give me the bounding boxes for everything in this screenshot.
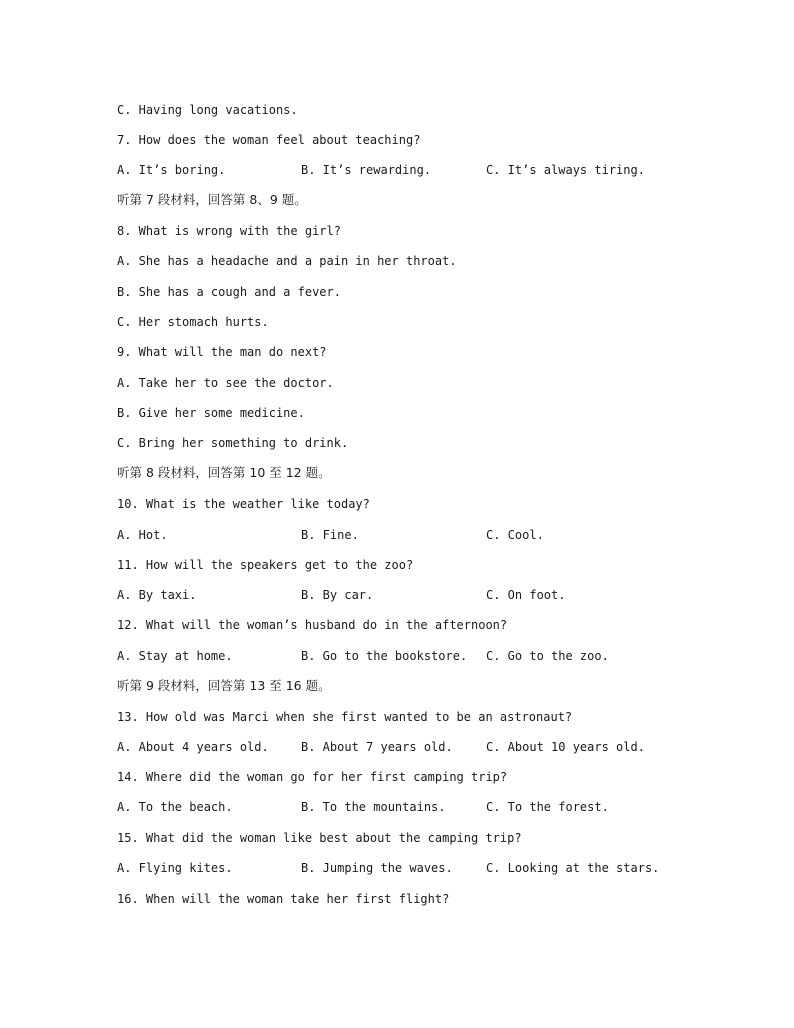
question-10: 10. What is the weather like today? [117, 497, 370, 511]
q7-option-b: B. It’s rewarding. [301, 163, 432, 177]
q15-option-c: C. Looking at the stars. [486, 861, 660, 875]
q13-option-a: A. About 4 years old. [117, 740, 269, 754]
q15-option-b: B. Jumping the waves. [301, 861, 453, 875]
q11-option-b: B. By car. [301, 588, 374, 602]
question-13: 13. How old was Marci when she first wanted to be an astronaut? [117, 710, 573, 724]
question-16: 16. When will the woman take her first flight? [117, 892, 450, 906]
q10-option-c: C. Cool. [486, 528, 544, 542]
q15-option-a: A. Flying kites. [117, 861, 233, 875]
q14-option-c: C. To the forest. [486, 800, 609, 814]
q7-option-c: C. It’s always tiring. [486, 163, 645, 177]
q6-option-c: C. Having long vacations. [117, 103, 298, 117]
q12-option-b: B. Go to the bookstore. [301, 649, 468, 663]
q9-option-a: A. Take her to see the doctor. [117, 376, 334, 390]
q9-option-b: B. Give her some medicine. [117, 406, 305, 420]
q8-option-c: C. Her stomach hurts. [117, 315, 269, 329]
q11-option-a: A. By taxi. [117, 588, 197, 602]
question-11: 11. How will the speakers get to the zoo? [117, 558, 414, 572]
section-7-heading: 听第 7 段材料，回答第 8、9 题。 [117, 192, 307, 207]
q12-option-c: C. Go to the zoo. [486, 649, 609, 663]
question-7: 7. How does the woman feel about teaching? [117, 133, 421, 147]
section-9-heading: 听第 9 段材料，回答第 13 至 16 题。 [117, 678, 331, 693]
q13-option-c: C. About 10 years old. [486, 740, 645, 754]
question-8: 8. What is wrong with the girl? [117, 224, 341, 238]
q13-option-b: B. About 7 years old. [301, 740, 453, 754]
q12-option-a: A. Stay at home. [117, 649, 233, 663]
q7-option-a: A. It’s boring. [117, 163, 226, 177]
question-12: 12. What will the woman’s husband do in the afternoon? [117, 618, 508, 632]
section-8-heading: 听第 8 段材料，回答第 10 至 12 题。 [117, 465, 331, 480]
question-15: 15. What did the woman like best about the camping trip? [117, 831, 522, 845]
q14-option-b: B. To the mountains. [301, 800, 446, 814]
q9-option-c: C. Bring her something to drink. [117, 436, 349, 450]
q11-option-c: C. On foot. [486, 588, 566, 602]
question-9: 9. What will the man do next? [117, 345, 327, 359]
q8-option-a: A. She has a headache and a pain in her throat. [117, 254, 457, 268]
q14-option-a: A. To the beach. [117, 800, 233, 814]
question-14: 14. Where did the woman go for her first camping trip? [117, 770, 508, 784]
q8-option-b: B. She has a cough and a fever. [117, 285, 341, 299]
q10-option-a: A. Hot. [117, 528, 168, 542]
q10-option-b: B. Fine. [301, 528, 359, 542]
